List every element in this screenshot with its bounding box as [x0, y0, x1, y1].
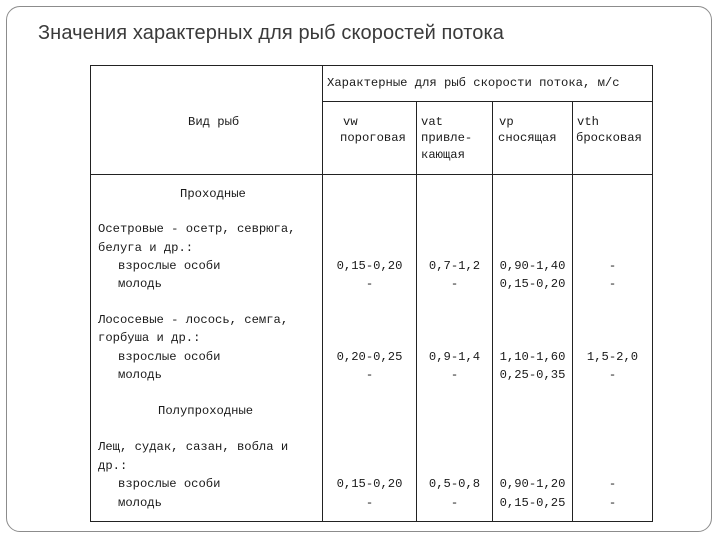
group-header-rule — [322, 101, 653, 102]
young-label: молодь — [118, 277, 162, 291]
table-cell: 0,15-0,20 — [499, 277, 566, 291]
young-label: молодь — [118, 368, 162, 382]
table-cell: 1,5-2,0 — [586, 350, 639, 364]
vp-label: сносящая — [498, 131, 557, 145]
vw-symbol: vw — [343, 115, 358, 129]
table-cell: - — [365, 368, 374, 382]
table-cell: 0,15-0,20 — [336, 477, 403, 491]
vp-symbol: vp — [499, 115, 514, 129]
group-name-line1: Лещ, судак, сазан, вобла и — [98, 440, 289, 454]
table-left-border — [90, 65, 91, 522]
vat-label-line1: привле- — [421, 131, 473, 145]
species-column-rule — [322, 65, 323, 522]
header-bottom-rule — [90, 174, 653, 175]
velocity-group-header: Характерные для рыб скорости потока, м/с — [327, 76, 620, 90]
group-name-line2: горбуша и др.: — [98, 331, 201, 345]
table-cell: 0,90-1,20 — [499, 477, 566, 491]
table-cell: - — [608, 259, 617, 273]
table-cell: 0,20-0,25 — [336, 350, 403, 364]
adult-label: взрослые особи — [118, 259, 221, 273]
adult-label: взрослые особи — [118, 350, 221, 364]
table-cell: 0,15-0,20 — [336, 259, 403, 273]
table-top-border — [90, 65, 653, 66]
table-cell: - — [608, 277, 617, 291]
table-cell: - — [450, 496, 459, 510]
vat-column-rule — [492, 101, 493, 521]
table-bottom-border — [90, 521, 653, 522]
table-cell: - — [365, 496, 374, 510]
species-column-header: Вид рыб — [188, 115, 240, 129]
page-title: Значения характерных для рыб скоростей потока — [38, 22, 504, 44]
section-title-semi-migratory: Полупроходные — [158, 404, 254, 418]
vp-column-rule — [572, 101, 573, 521]
table-cell: - — [365, 277, 374, 291]
vth-label: бросковая — [576, 131, 642, 145]
young-label: молодь — [118, 496, 162, 510]
group-name-line2: др.: — [98, 459, 128, 473]
table-cell: 0,5-0,8 — [428, 477, 481, 491]
table-cell: - — [608, 496, 617, 510]
vth-symbol: vth — [577, 115, 599, 129]
vat-symbol: vat — [421, 115, 443, 129]
vat-label-line2: кающая — [421, 148, 465, 162]
adult-label: взрослые особи — [118, 477, 221, 491]
vw-column-rule — [416, 101, 417, 521]
section-title-migratory: Проходные — [180, 187, 246, 201]
table-cell: - — [450, 277, 459, 291]
group-name-line2: белуга и др.: — [98, 241, 194, 255]
table-cell: 0,25-0,35 — [499, 368, 566, 382]
table-cell: 1,10-1,60 — [499, 350, 566, 364]
table-cell: - — [450, 368, 459, 382]
table-cell: - — [608, 477, 617, 491]
table-cell: 0,9-1,4 — [428, 350, 481, 364]
group-name-line1: Осетровые - осетр, севрюга, — [98, 222, 296, 236]
table-cell: 0,15-0,25 — [499, 496, 566, 510]
table-cell: - — [608, 368, 617, 382]
group-name-line1: Лососевые - лосось, семга, — [98, 313, 289, 327]
table-right-border — [652, 65, 653, 522]
table-cell: 0,90-1,40 — [499, 259, 566, 273]
table-cell: 0,7-1,2 — [428, 259, 481, 273]
vw-label: пороговая — [340, 131, 406, 145]
